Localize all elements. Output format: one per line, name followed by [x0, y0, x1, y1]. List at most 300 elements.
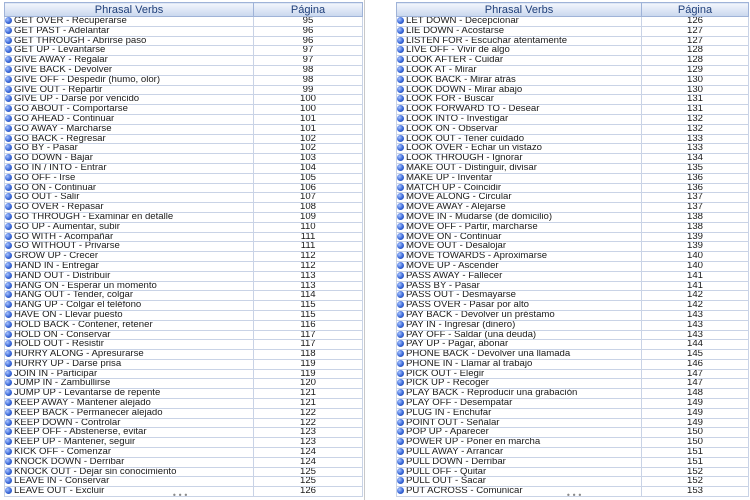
verb-text: POP UP - Aparecer: [406, 427, 489, 438]
table-row[interactable]: [397, 75, 749, 85]
verb-text: PASS AWAY - Fallecer: [406, 271, 503, 281]
page-number-cell: 111: [254, 242, 363, 252]
table-row[interactable]: [5, 340, 363, 350]
page-number-cell: 111: [254, 232, 363, 242]
table-row[interactable]: [397, 17, 749, 27]
table-row[interactable]: [397, 310, 749, 320]
table-row[interactable]: [397, 46, 749, 56]
page-number-cell: 97: [254, 46, 363, 56]
verb-text: GIVE BACK - Devolver: [14, 65, 113, 75]
page-number-cell: 141: [642, 271, 749, 281]
page-number-cell: 115: [254, 301, 363, 311]
bullet-icon: [5, 46, 12, 53]
table-row[interactable]: [397, 252, 749, 262]
page-number-cell: 132: [642, 124, 749, 134]
table-row[interactable]: [397, 408, 749, 418]
table-row[interactable]: [397, 193, 749, 203]
table-row[interactable]: [397, 379, 749, 389]
verb-cell: [397, 281, 642, 291]
table-row[interactable]: [397, 399, 749, 409]
verb-cell: [5, 399, 254, 409]
table-row[interactable]: [5, 36, 363, 46]
page-number-cell: 150: [642, 428, 749, 438]
bullet-icon: [5, 193, 12, 200]
bullet-icon: [397, 438, 404, 445]
table-row[interactable]: [5, 85, 363, 95]
verb-cell: [397, 85, 642, 95]
verb-cell: [397, 56, 642, 66]
table-row[interactable]: [397, 359, 749, 369]
table-row[interactable]: [397, 105, 749, 115]
bullet-icon: [5, 56, 12, 63]
table-row[interactable]: [5, 124, 363, 134]
page-number-cell: 100: [254, 95, 363, 105]
verb-cell: [397, 389, 642, 399]
page-number-cell: 128: [642, 56, 749, 66]
verb-cell: [397, 477, 642, 487]
table-row[interactable]: [5, 359, 363, 369]
page-number-cell: 98: [254, 75, 363, 85]
table-row[interactable]: [397, 56, 749, 66]
page-number-cell: 100: [254, 105, 363, 115]
verb-text: KEEP AWAY - Mantener alejado: [14, 398, 151, 409]
bullet-icon: [397, 223, 404, 230]
table-row[interactable]: [397, 428, 749, 438]
table-row[interactable]: [397, 457, 749, 467]
verb-cell: [397, 173, 642, 183]
bullet-icon: [397, 154, 404, 161]
table-row[interactable]: [397, 114, 749, 124]
table-row[interactable]: [5, 457, 363, 467]
verb-cell: [5, 320, 254, 330]
page-column-header: Página: [254, 3, 363, 17]
verb-text: LOOK DOWN - Mirar abajo: [406, 85, 523, 95]
table-row[interactable]: [397, 134, 749, 144]
verb-cell: [5, 144, 254, 154]
bullet-icon: [5, 105, 12, 112]
table-row[interactable]: [397, 222, 749, 232]
bullet-icon: [5, 27, 12, 34]
table-row[interactable]: [397, 350, 749, 360]
verb-text: HOLD BACK - Contener, retener: [14, 320, 153, 330]
bullet-icon: [5, 252, 12, 259]
table-row[interactable]: [5, 448, 363, 458]
table-row[interactable]: [5, 369, 363, 379]
bullet-icon: [397, 301, 404, 308]
bullet-icon: [5, 125, 12, 132]
bullet-icon: [5, 321, 12, 328]
bullet-icon: [5, 262, 12, 269]
verb-text: LOOK ON - Observar: [406, 124, 498, 134]
table-row[interactable]: [397, 301, 749, 311]
verb-cell: [5, 36, 254, 46]
page-number-cell: 130: [642, 75, 749, 85]
table-row[interactable]: [5, 252, 363, 262]
verb-text: GET UP - Levantarse: [14, 45, 106, 56]
table-row[interactable]: [5, 56, 363, 66]
verb-text: HANG ON - Esperar un momento: [14, 281, 157, 291]
verb-cell: [5, 487, 254, 497]
table-row[interactable]: [397, 173, 749, 183]
page-number-cell: 133: [642, 134, 749, 144]
table-row[interactable]: [5, 379, 363, 389]
verb-cell: [397, 379, 642, 389]
verb-text: MOVE UP - Ascender: [406, 261, 499, 271]
bullet-icon: [5, 86, 12, 93]
table-row[interactable]: [397, 291, 749, 301]
table-row[interactable]: [5, 144, 363, 154]
left-panel: [0, 0, 364, 500]
bullet-icon: [397, 282, 404, 289]
table-row[interactable]: [5, 291, 363, 301]
page-number-cell: 109: [254, 212, 363, 222]
bullet-icon: [397, 419, 404, 426]
table-row[interactable]: [5, 26, 363, 36]
table-header-row: [5, 3, 363, 17]
page-number-cell: 138: [642, 222, 749, 232]
verb-text: LOOK OUT - Tener cuidado: [406, 134, 525, 144]
verb-cell: [5, 17, 254, 27]
bullet-icon: [397, 487, 404, 494]
page-number-cell: 146: [642, 359, 749, 369]
table-row[interactable]: [5, 477, 363, 487]
verb-text: HAND OUT - Distribuir: [14, 271, 111, 281]
verb-text: HURRY ALONG - Apresurarse: [14, 349, 144, 360]
bullet-icon: [397, 76, 404, 83]
table-row[interactable]: [5, 428, 363, 438]
verb-cell: [5, 222, 254, 232]
verb-text: GO BACK - Regresar: [14, 134, 106, 144]
verb-cell: [5, 340, 254, 350]
bullet-icon: [397, 428, 404, 435]
page-number-cell: 153: [642, 487, 749, 497]
bullet-icon: [397, 477, 404, 484]
table-row[interactable]: [5, 212, 363, 222]
page-number-cell: 119: [254, 359, 363, 369]
verb-cell: [397, 467, 642, 477]
verb-cell: [397, 271, 642, 281]
page-number-cell: 104: [254, 163, 363, 173]
bullet-icon: [5, 242, 12, 249]
table-row[interactable]: [5, 134, 363, 144]
more-pages-indicator[interactable]: •••: [172, 491, 190, 500]
verb-cell: [5, 75, 254, 85]
verb-text: PLAY BACK - Reproducir una grabación: [406, 388, 578, 399]
verb-cell: [397, 144, 642, 154]
table-row[interactable]: [397, 144, 749, 154]
verb-cell: [397, 114, 642, 124]
table-row[interactable]: [397, 203, 749, 213]
verb-text: LOOK THROUGH - Ignorar: [406, 153, 523, 164]
bullet-icon: [397, 340, 404, 347]
verb-text: JUMP UP - Levantarse de repente: [14, 388, 161, 399]
verb-text: KEEP DOWN - Controlar: [14, 418, 121, 428]
bullet-icon: [5, 379, 12, 386]
page-number-cell: 122: [254, 418, 363, 428]
bullet-icon: [5, 340, 12, 347]
table-row[interactable]: [5, 173, 363, 183]
verb-text: KEEP UP - Mantener, seguir: [14, 437, 136, 448]
verb-cell: [397, 408, 642, 418]
table-row[interactable]: [5, 183, 363, 193]
bullet-icon: [5, 438, 12, 445]
bullet-icon: [397, 360, 404, 367]
table-row[interactable]: [397, 183, 749, 193]
table-row[interactable]: [5, 222, 363, 232]
table-row[interactable]: [5, 271, 363, 281]
bullet-icon: [397, 174, 404, 181]
verb-text: MAKE UP - Inventar: [406, 173, 493, 183]
table-row[interactable]: [397, 320, 749, 330]
page-number-cell: 148: [642, 389, 749, 399]
page-number-cell: 140: [642, 261, 749, 271]
page-number-cell: 131: [642, 95, 749, 105]
verb-cell: [397, 212, 642, 222]
verb-text: PICK OUT - Elegir: [406, 369, 485, 379]
verb-text: MATCH UP - Coincidir: [406, 183, 502, 193]
table-row[interactable]: [5, 467, 363, 477]
bullet-icon: [397, 370, 404, 377]
table-row[interactable]: [397, 438, 749, 448]
table-row[interactable]: [5, 438, 363, 448]
verb-text: GO AWAY - Marcharse: [14, 124, 112, 134]
verb-text: POWER UP - Poner en marcha: [406, 437, 541, 448]
bullet-icon: [5, 233, 12, 240]
page-number-cell: 119: [254, 369, 363, 379]
table-row[interactable]: [397, 26, 749, 36]
page-number-cell: 143: [642, 330, 749, 340]
bullet-icon: [5, 458, 12, 465]
verb-cell: [397, 95, 642, 105]
verb-cell: [397, 399, 642, 409]
verb-cell: [397, 65, 642, 75]
table-row[interactable]: [5, 350, 363, 360]
bullet-icon: [397, 272, 404, 279]
table-row[interactable]: [5, 65, 363, 75]
verb-text: HANG UP - Colgar el teléfono: [14, 300, 142, 311]
page-number-cell: 137: [642, 203, 749, 213]
table-row[interactable]: [5, 75, 363, 85]
verb-text: GO WITHOUT - Privarse: [14, 241, 120, 252]
verb-cell: [397, 448, 642, 458]
verb-text: LOOK FOR - Buscar: [406, 94, 494, 105]
page-number-cell: 139: [642, 242, 749, 252]
table-row[interactable]: [5, 114, 363, 124]
table-row[interactable]: [397, 281, 749, 291]
verb-text: MOVE AWAY - Alejarse: [406, 202, 506, 213]
table-row[interactable]: [397, 154, 749, 164]
bullet-icon: [5, 95, 12, 102]
verb-text: GO AHEAD - Continuar: [14, 114, 115, 124]
verb-cell: [5, 379, 254, 389]
bullet-icon: [397, 125, 404, 132]
bullet-icon: [397, 164, 404, 171]
verb-text: LET DOWN - Decepcionar: [406, 16, 519, 26]
bullet-icon: [5, 409, 12, 416]
verb-text: GO ON - Continuar: [14, 183, 97, 193]
table-row[interactable]: [5, 203, 363, 213]
page-number-cell: 133: [642, 144, 749, 154]
table-row[interactable]: [5, 163, 363, 173]
table-row[interactable]: [5, 418, 363, 428]
verb-cell: [5, 85, 254, 95]
table-row[interactable]: [5, 408, 363, 418]
table-row[interactable]: [397, 242, 749, 252]
verb-text: POINT OUT - Señalar: [406, 418, 500, 428]
table-row[interactable]: [397, 163, 749, 173]
verb-text: HOLD OUT - Resistir: [14, 339, 104, 350]
bullet-icon: [397, 56, 404, 63]
table-row[interactable]: [397, 124, 749, 134]
verb-cell: [397, 457, 642, 467]
verb-cell: [397, 232, 642, 242]
table-row[interactable]: [5, 154, 363, 164]
verb-cell: [5, 154, 254, 164]
table-row[interactable]: [5, 310, 363, 320]
page-number-cell: 151: [642, 457, 749, 467]
page-number-cell: 107: [254, 193, 363, 203]
table-row[interactable]: [397, 65, 749, 75]
verb-cell: [5, 271, 254, 281]
table-row[interactable]: [397, 85, 749, 95]
page-number-cell: 147: [642, 369, 749, 379]
page-number-cell: 105: [254, 173, 363, 183]
verb-cell: [397, 203, 642, 213]
verb-cell: [5, 291, 254, 301]
bullet-icon: [5, 17, 12, 24]
page-number-cell: 136: [642, 183, 749, 193]
table-row[interactable]: [397, 389, 749, 399]
bullet-icon: [5, 311, 12, 318]
table-row[interactable]: [5, 261, 363, 271]
page-number-cell: 113: [254, 271, 363, 281]
table-row[interactable]: [5, 301, 363, 311]
verb-text: PUT ACROSS - Comunicar: [406, 486, 523, 497]
table-row[interactable]: [397, 369, 749, 379]
verb-cell: [5, 359, 254, 369]
table-row[interactable]: [5, 105, 363, 115]
table-row[interactable]: [397, 261, 749, 271]
page-number-cell: 126: [642, 17, 749, 27]
bullet-icon: [5, 399, 12, 406]
page-number-cell: 96: [254, 26, 363, 36]
table-row[interactable]: [5, 330, 363, 340]
verb-text: LEAVE IN - Conservar: [14, 476, 110, 487]
page-number-cell: 143: [642, 310, 749, 320]
bullet-icon: [5, 223, 12, 230]
verb-text: PHONE BACK - Devolver una llamada: [406, 349, 571, 360]
table-row[interactable]: [5, 320, 363, 330]
table-row[interactable]: [397, 330, 749, 340]
table-row[interactable]: [397, 95, 749, 105]
divider: [364, 0, 365, 500]
page-number-cell: 125: [254, 477, 363, 487]
bullet-icon: [5, 291, 12, 298]
page-number-cell: 129: [642, 65, 749, 75]
page-number-cell: 140: [642, 252, 749, 262]
table-row[interactable]: [5, 46, 363, 56]
bullet-icon: [5, 37, 12, 44]
phrasal-verbs-table-left: [4, 2, 363, 497]
verb-text: GIVE OUT - Repartir: [14, 85, 103, 95]
verb-text: GO OVER - Repasar: [14, 202, 104, 213]
bullet-icon: [5, 76, 12, 83]
verb-text: GO BY - Pasar: [14, 143, 78, 154]
page-column-header: Página: [642, 3, 749, 17]
table-row[interactable]: [5, 95, 363, 105]
page-number-cell: 152: [642, 477, 749, 487]
table-row[interactable]: [5, 281, 363, 291]
bullet-icon: [397, 27, 404, 34]
table-row[interactable]: [397, 232, 749, 242]
page-number-cell: 144: [642, 340, 749, 350]
page-number-cell: 125: [254, 467, 363, 477]
verb-text: PASS OUT - Desmayarse: [406, 290, 516, 301]
verb-text: KNOCK DOWN - Derribar: [14, 457, 125, 467]
verb-text: LOOK INTO - Investigar: [406, 114, 509, 124]
verb-text: GET OVER - Recuperarse: [14, 16, 127, 26]
table-row[interactable]: [397, 418, 749, 428]
verb-column-header: Phrasal Verbs: [5, 3, 254, 17]
verb-cell: [5, 301, 254, 311]
bullet-icon: [397, 115, 404, 122]
verb-text: PULL OFF - Quitar: [406, 467, 487, 477]
table-row[interactable]: [5, 399, 363, 409]
verb-text: MOVE IN - Mudarse (de domicilio): [406, 212, 553, 222]
verb-text: LOOK AFTER - Cuidar: [406, 55, 504, 66]
verb-text: PHONE IN - Llamar al trabajo: [406, 359, 533, 369]
verb-text: HOLD ON - Conservar: [14, 330, 111, 340]
table-row[interactable]: [5, 389, 363, 399]
table-row[interactable]: [397, 477, 749, 487]
page-number-cell: 118: [254, 350, 363, 360]
verb-text: GO DOWN - Bajar: [14, 153, 93, 164]
table-row[interactable]: [397, 36, 749, 46]
table-row[interactable]: [397, 212, 749, 222]
verb-cell: [397, 340, 642, 350]
verb-cell: [397, 46, 642, 56]
verb-cell: [5, 183, 254, 193]
verb-text: HURRY UP - Darse prisa: [14, 359, 122, 369]
table-row[interactable]: [5, 193, 363, 203]
bullet-icon: [397, 448, 404, 455]
verb-cell: [5, 330, 254, 340]
table-row[interactable]: [5, 17, 363, 27]
verb-text: MAKE OUT - Distinguir, divisar: [406, 163, 537, 173]
table-row[interactable]: [397, 340, 749, 350]
page-number-cell: 102: [254, 134, 363, 144]
verb-cell: [5, 418, 254, 428]
verb-cell: [5, 46, 254, 56]
page-number-cell: 114: [254, 291, 363, 301]
verb-cell: [397, 183, 642, 193]
table-row[interactable]: [5, 242, 363, 252]
verb-cell: [5, 134, 254, 144]
more-pages-indicator[interactable]: •••: [566, 491, 584, 500]
verb-cell: [397, 438, 642, 448]
verb-text: PLAY OFF - Desempatar: [406, 398, 513, 409]
verb-cell: [397, 261, 642, 271]
table-row[interactable]: [5, 232, 363, 242]
page-number-cell: 127: [642, 26, 749, 36]
page-number-cell: 152: [642, 467, 749, 477]
verb-cell: [397, 301, 642, 311]
table-row[interactable]: [397, 467, 749, 477]
bullet-icon: [5, 419, 12, 426]
table-row[interactable]: [397, 271, 749, 281]
table-row[interactable]: [397, 448, 749, 458]
verb-cell: [397, 310, 642, 320]
